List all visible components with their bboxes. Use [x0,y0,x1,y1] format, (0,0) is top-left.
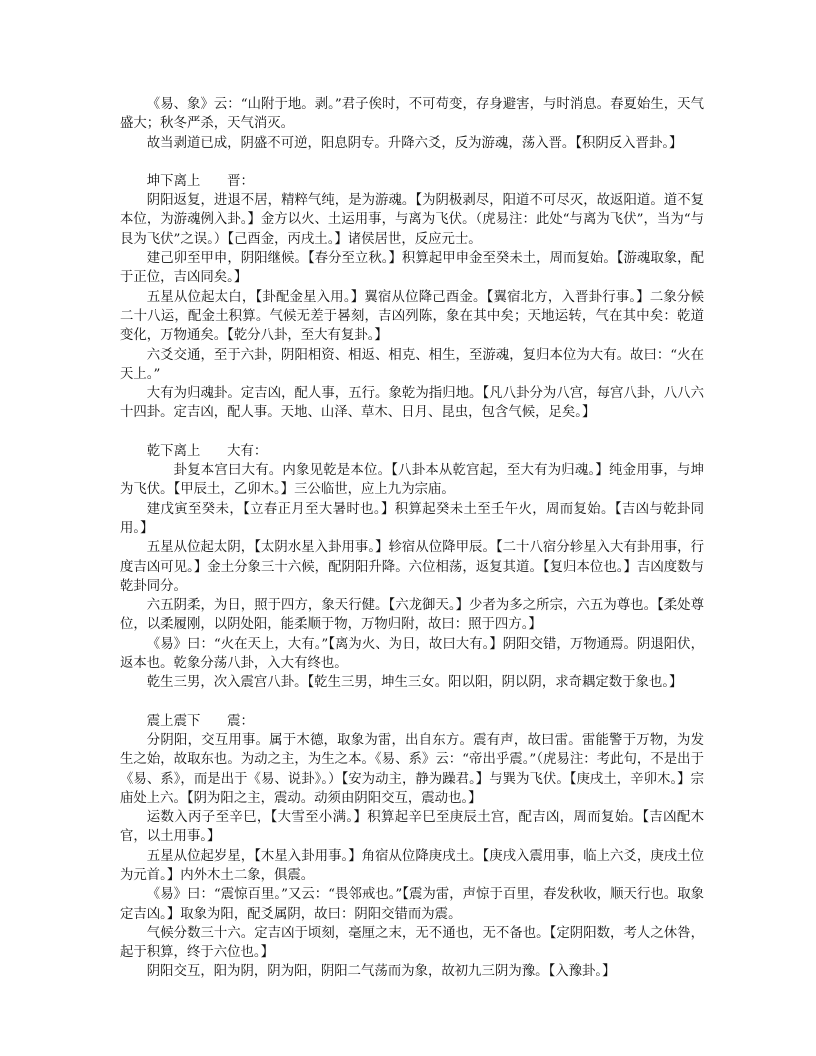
text-paragraph: 《易、象》云：“山附于地。剥。”君子俟时，不可苟变，存身避害，与时消息。春夏始生，天气盛大；秋冬严杀，天气消灭。 [120,97,704,132]
text-paragraph: 阴阳交互，阳为阴，阴为阳，阴阳二气荡而为象，故初九三阴为豫。【入豫卦。】 [146,964,616,980]
text-paragraph: 六爻交通，至于六卦，阴阳相资、相返、相克、相生，至游魂，复归本位为大有。故曰：“火在天上。” [120,347,704,382]
text-paragraph: 五星从位起岁星，【木星入卦用事。】角宿从位降庚戌土。【庚戌入震用事，临上六爻，庚戌土位为元首。】内外木土二象，俱震。 [120,848,704,883]
hexagram-heading: 坤下离上 晋： [146,173,254,189]
text-paragraph: 五星从位起太阴，【太阴水星入卦用事。】轸宿从位降甲辰。【二十八宿分轸星入大有卦用事，行度吉凶可见。】金土分象三十六候，配阴阳升降。六位相荡，返复其道。【复归本位也。】吉凶度数与乾卦同分。 [120,540,704,594]
paragraph-spacer [120,423,704,442]
paragraph-spacer [120,153,704,172]
text-paragraph: 六五阴柔，为日，照于四方，象天行健。【六龙御天。】少者为多之所宗，六五为尊也。【柔处尊位，以柔履刚，以阴处阳，能柔顺于物，万物归附，故曰：照于四方。】 [120,598,704,633]
hexagram-heading: 震上震下 震： [146,713,254,729]
text-paragraph: 大有为归魂卦。定吉凶，配人事，五行。象乾为指归地。【凡八卦分为八宫，每宫八卦，八八六十四卦。定吉凶，配人事。天地、山泽、草木、日月、昆虫，包含气候，足矣。】 [120,386,704,421]
text-paragraph: 建戊寅至癸未，【立春正月至大暑时也。】积算起癸未土至壬午火，周而复始。【吉凶与乾卦同用。】 [120,501,704,536]
text-paragraph: 五星从位起太白，【卦配金星入用。】翼宿从位降己酉金。【翼宿北方，入晋卦行事。】二象分候二十八运，配金土积算。气候无差于晷刻，吉凶列陈，象在其中矣；天地运转，气在其中矣：乾道变化，万物通矣。【乾分八卦，至大有复卦。】 [120,289,704,344]
text-paragraph: 乾生三男，次入震宫八卦。【乾生三男，坤生三女。阳以阳，阴以阴，求奇耦定数于象也。】 [146,675,683,691]
text-paragraph: 建己卯至甲申，阴阳继候。【春分至立秋。】积算起甲申金至癸未土，周而复始。【游魂取象，配于正位，吉凶同矣。】 [120,251,704,286]
text-paragraph: 运数入丙子至辛巳，【大雪至小满。】积算起辛巳至庚辰土宫，配吉凶，周而复始。【吉凶配木官，以土用事。】 [120,810,704,845]
text-paragraph: 故当剥道已成，阴盛不可逆，阳息阴专。升降六爻，反为游魂，荡入晋。【积阴反入晋卦。】 [146,135,683,151]
text-paragraph: 阴阳返复，进退不居，精粹气纯，是为游魂。【为阴极剥尽，阳道不可尽灭，故返阳道。道不复本位，为游魂例入卦。】金方以火、土运用事，与离为飞伏。（虎易注：此处“与离为飞伏”，当为“与艮为飞伏”之误。）【己酉金，丙戌土。】诸侯居世，反应元士。 [120,193,704,247]
text-paragraph: 分阴阳，交互用事。属于木德，取象为雷，出自东方。震有声，故曰雷。雷能警于万物，为发生之始，故取东也。为动之主，为生之本。《易、系》云：“帝出乎震。”（虎易注：考此句，不是出于《易、系》，而是出于《易、说卦》。）【安为动主，静为躁君。】与巽为飞伏。【庚戌土，辛卯木。】宗庙处上六。【阴为阳之主，震动。动须由阴阳交互，震动也。】 [120,732,704,806]
hexagram-heading: 乾下离上 大有： [146,443,268,459]
text-paragraph: 《易》曰：“火在天上，大有。”【离为火、为日，故曰大有。】阴阳交错，万物通焉。阴退阳伏，返本也。乾象分荡八卦，入大有终也。 [120,636,704,672]
text-paragraph: 卦复本宫曰大有。内象见乾是本位。【八卦本从乾宫起，至大有为归魂。】纯金用事，与坤为飞伏。【甲辰土，乙卯木。】三公临世，应上九为宗庙。 [120,463,704,498]
text-paragraph: 气候分数三十六。定吉凶于顷刻，毫厘之末，无不通也，无不备也。【定阴阳数，考人之休咎，起于积算，终于六位也。】 [120,925,704,961]
paragraph-spacer [120,693,704,712]
text-paragraph: 《易》曰：“震惊百里。”又云：“畏邻戒也。”【震为雷，声惊于百里，春发秋收，顺天行也。取象定吉凶。】取象为阳，配爻属阴，故曰：阴阳交错而为震。 [120,887,704,922]
